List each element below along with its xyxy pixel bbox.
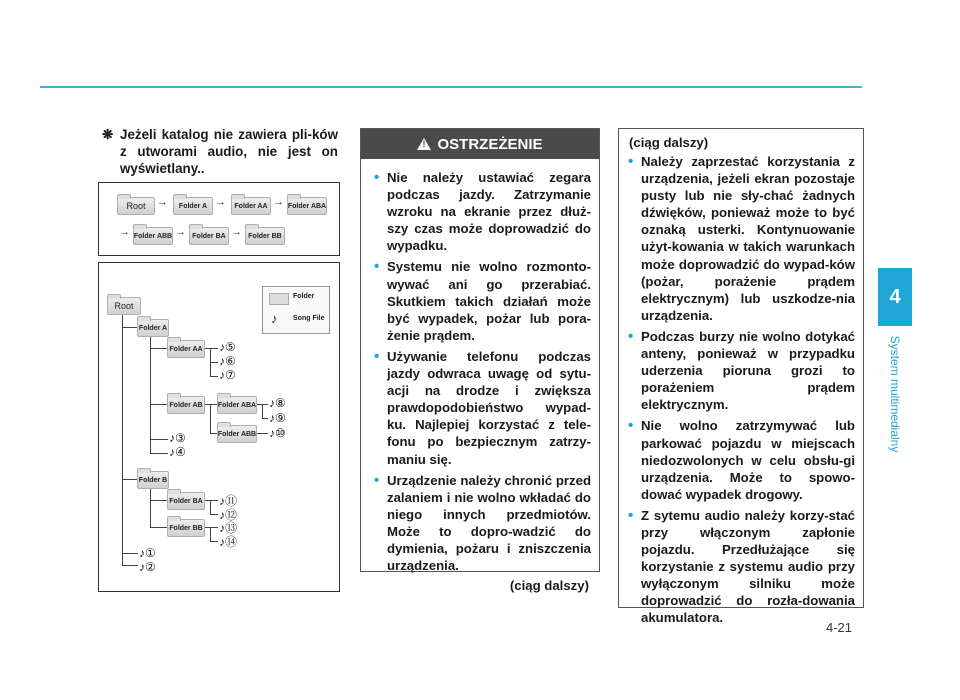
- song-file: ♪④: [169, 445, 186, 459]
- warning-header: [361, 129, 599, 159]
- warning-list-continued: [619, 153, 863, 627]
- folder-box: Folder ABA: [287, 197, 327, 215]
- song-file: ♪②: [139, 560, 156, 574]
- continued-label: (ciąg dalszy): [509, 578, 589, 594]
- folder-box: Folder AA: [231, 197, 271, 215]
- song-file: ♪⑤: [219, 340, 236, 354]
- warning-item: • Systemu nie wolno rozmonto-wywać ani go przerabiać. Skutkiem takich działań może być wypadek, pożar lub pora-żenie prądem.: [367, 258, 591, 343]
- arrow-icon: →: [231, 226, 242, 238]
- warning-icon: [417, 138, 431, 150]
- arrow-icon: →: [175, 226, 186, 238]
- page-number: 4-21: [826, 620, 853, 635]
- legend-folder-label: Folder: [293, 293, 315, 300]
- music-note-icon: ♪: [271, 311, 278, 326]
- folder-abb: Folder ABB: [217, 425, 257, 443]
- playback-order-diagram: [98, 182, 340, 256]
- warning-continued-box: [618, 128, 864, 626]
- folder-a: Folder A: [137, 319, 169, 337]
- diagram-legend: [262, 286, 330, 334]
- folder-note: [102, 126, 338, 177]
- song-file: ♪⑪: [219, 494, 238, 508]
- top-rule: [40, 86, 862, 88]
- chapter-tab: [878, 268, 912, 458]
- folder-ba: Folder BA: [167, 492, 205, 510]
- folder-b: Folder B: [137, 471, 169, 489]
- arrow-icon: →: [215, 196, 226, 208]
- song-file: ♪③: [169, 431, 186, 445]
- folder-aa: Folder AA: [167, 340, 205, 358]
- song-file: ♪⑨: [269, 411, 286, 425]
- arrow-icon: →: [157, 196, 168, 208]
- warning-item: • Z sytemu audio należy korzy-stać przy włączonym zapłonie pojazdu. Przedłużające się korzystanie z systemu audio przy wyłączonym silniku może doprowadzić do rozła-dowania akumulatora.: [621, 507, 855, 627]
- arrow-icon: →: [273, 196, 284, 208]
- folder-box: Folder A: [173, 197, 213, 215]
- warning-item: • Podczas burzy nie wolno dotykać anteny, ponieważ w przypadku uderzenia pioruna grozi to porażeniem prądem elektrycznym.: [621, 328, 855, 413]
- song-file: ♪⑩: [269, 426, 286, 440]
- chapter-number: 4: [878, 268, 912, 326]
- folder-root: Root: [117, 197, 155, 215]
- warning-item: • Używanie telefonu podczas jazdy odwraca uwagę od sytu-acji na drodze i zwiększa prawdopodobieństwo wypad-ku. Najlepiej korzystać z tele-fonu po bezpiecznym zatrzy-maniu się.: [367, 348, 591, 468]
- song-file: ♪①: [139, 546, 156, 560]
- warning-box: [360, 128, 600, 594]
- arrow-icon: →: [119, 226, 130, 238]
- warning-item: • Urządzenie należy chronić przed zalaniem i nie wolno wkładać do niego innych przedmiotów. Może to dopro-wadzić do dymienia, pożaru i zniszczenia urządzenia.: [367, 472, 591, 575]
- chapter-title: System multimedialny: [888, 335, 902, 453]
- legend-song-label: Song File: [293, 315, 325, 322]
- continued-header: (ciąg dalszy): [629, 135, 709, 150]
- note-symbol: ❋: [102, 127, 114, 142]
- folder-box: Folder BA: [189, 227, 229, 245]
- warning-item: • Nie należy ustawiać zegara podczas jazdy. Zatrzymanie wzroku na ekranie przez dłuż-szy czas może doprowadzić do wypadku.: [367, 169, 591, 254]
- folder-icon: [269, 293, 289, 305]
- folder-box: Folder ABB: [133, 227, 173, 245]
- song-file: ♪⑥: [219, 354, 236, 368]
- note-text: Jeżeli katalog nie zawiera pli-ków z utworami audio, nie jest on wyświetlany..: [120, 127, 338, 176]
- folder-ab: Folder AB: [167, 396, 205, 414]
- warning-list: [361, 159, 599, 574]
- folder-aba: Folder ABA: [217, 396, 257, 414]
- folder-box: Folder BB: [245, 227, 285, 245]
- warning-item: • Nie wolno zatrzymywać lub parkować pojazdu w miejscach niedozwolonych w celu obsłu-gi urządzenia. Może to spowo-dować wypadek drogowy.: [621, 417, 855, 502]
- song-file: ♪⑦: [219, 368, 236, 382]
- warning-title: OSTRZEŻENIE: [437, 135, 543, 153]
- folder-bb: Folder BB: [167, 519, 205, 537]
- warning-item: • Należy zaprzestać korzystania z urządzenia, jeżeli ekran pozostaje pusty lub nie sły-chać żadnych dźwięków, ponieważ może to być oznaką usterki. Kontynuowanie użyt-kowania w takich warunkach może doprowadzić do wypad-ków (pożar, porażenie prądem elektrycznym) lub uszkodze-nia urządzenia.: [621, 153, 855, 324]
- folder-root: Root: [107, 297, 141, 315]
- song-file: ♪⑬: [219, 521, 238, 535]
- song-file: ♪⑧: [269, 396, 286, 410]
- song-file: ♪⑭: [219, 535, 238, 549]
- song-file: ♪⑫: [219, 508, 238, 522]
